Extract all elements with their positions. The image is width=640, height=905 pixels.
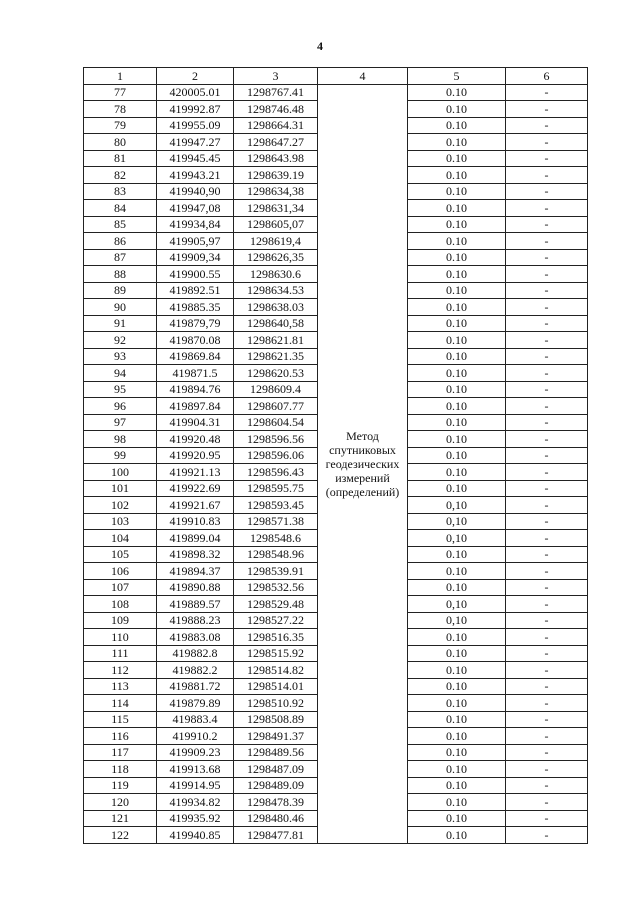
y-coordinate-cell: 1298527.22	[234, 612, 318, 629]
accuracy-cell: 0.10	[408, 777, 506, 794]
y-coordinate-cell: 1298621.81	[234, 332, 318, 349]
y-coordinate-cell: 1298634.53	[234, 282, 318, 299]
note-cell: -	[506, 744, 588, 761]
note-cell: -	[506, 761, 588, 778]
y-coordinate-cell: 1298640,58	[234, 315, 318, 332]
point-number-cell: 84	[84, 200, 157, 217]
y-coordinate-cell: 1298478.39	[234, 794, 318, 811]
point-number-cell: 109	[84, 612, 157, 629]
point-number-cell: 85	[84, 216, 157, 233]
note-cell: -	[506, 134, 588, 151]
x-coordinate-cell: 419869.84	[157, 348, 234, 365]
note-cell: -	[506, 381, 588, 398]
y-coordinate-cell: 1298639.19	[234, 167, 318, 184]
note-cell: -	[506, 348, 588, 365]
note-cell: -	[506, 579, 588, 596]
accuracy-cell: 0,10	[408, 612, 506, 629]
y-coordinate-cell: 1298510.92	[234, 695, 318, 712]
point-number-cell: 82	[84, 167, 157, 184]
x-coordinate-cell: 419870.08	[157, 332, 234, 349]
header-cell: 1	[84, 68, 157, 85]
note-cell: -	[506, 612, 588, 629]
point-number-cell: 97	[84, 414, 157, 431]
note-cell: -	[506, 645, 588, 662]
y-coordinate-cell: 1298604.54	[234, 414, 318, 431]
x-coordinate-cell: 419945.45	[157, 150, 234, 167]
x-coordinate-cell: 419889.57	[157, 596, 234, 613]
point-number-cell: 93	[84, 348, 157, 365]
accuracy-cell: 0.10	[408, 794, 506, 811]
accuracy-cell: 0.10	[408, 398, 506, 415]
accuracy-cell: 0.10	[408, 480, 506, 497]
x-coordinate-cell: 419921.13	[157, 464, 234, 481]
note-cell: -	[506, 827, 588, 844]
point-number-cell: 120	[84, 794, 157, 811]
accuracy-cell: 0.10	[408, 365, 506, 382]
accuracy-cell: 0.10	[408, 695, 506, 712]
y-coordinate-cell: 1298489.56	[234, 744, 318, 761]
y-coordinate-cell: 1298514.01	[234, 678, 318, 695]
point-number-cell: 91	[84, 315, 157, 332]
x-coordinate-cell: 419913.68	[157, 761, 234, 778]
note-cell: -	[506, 447, 588, 464]
page-number: 4	[317, 39, 323, 53]
header-cell: 5	[408, 68, 506, 85]
x-coordinate-cell: 419871.5	[157, 365, 234, 382]
y-coordinate-cell: 1298491.37	[234, 728, 318, 745]
note-cell: -	[506, 480, 588, 497]
y-coordinate-cell: 1298480.46	[234, 810, 318, 827]
point-number-cell: 103	[84, 513, 157, 530]
note-cell: -	[506, 794, 588, 811]
note-cell: -	[506, 249, 588, 266]
accuracy-cell: 0.10	[408, 266, 506, 283]
note-cell: -	[506, 728, 588, 745]
x-coordinate-cell: 419935.92	[157, 810, 234, 827]
point-number-cell: 79	[84, 117, 157, 134]
note-cell: -	[506, 810, 588, 827]
point-number-cell: 101	[84, 480, 157, 497]
coordinates-table	[83, 67, 588, 844]
accuracy-cell: 0.10	[408, 662, 506, 679]
y-coordinate-cell: 1298643.98	[234, 150, 318, 167]
x-coordinate-cell: 419894.76	[157, 381, 234, 398]
x-coordinate-cell: 419934.82	[157, 794, 234, 811]
x-coordinate-cell: 419940,90	[157, 183, 234, 200]
y-coordinate-cell: 1298767.41	[234, 84, 318, 101]
note-cell: -	[506, 431, 588, 448]
x-coordinate-cell: 419897.84	[157, 398, 234, 415]
point-number-cell: 94	[84, 365, 157, 382]
y-coordinate-cell: 1298664.31	[234, 117, 318, 134]
accuracy-cell: 0.10	[408, 117, 506, 134]
accuracy-cell: 0.10	[408, 315, 506, 332]
accuracy-cell: 0.10	[408, 381, 506, 398]
x-coordinate-cell: 419881.72	[157, 678, 234, 695]
accuracy-cell: 0.10	[408, 827, 506, 844]
header-row	[84, 68, 588, 85]
accuracy-cell: 0.10	[408, 728, 506, 745]
point-number-cell: 111	[84, 645, 157, 662]
y-coordinate-cell: 1298508.89	[234, 711, 318, 728]
note-cell: -	[506, 563, 588, 580]
point-number-cell: 113	[84, 678, 157, 695]
point-number-cell: 86	[84, 233, 157, 250]
note-cell: -	[506, 332, 588, 349]
accuracy-cell: 0.10	[408, 84, 506, 101]
point-number-cell: 110	[84, 629, 157, 646]
x-coordinate-cell: 419882.8	[157, 645, 234, 662]
x-coordinate-cell: 419890.88	[157, 579, 234, 596]
y-coordinate-cell: 1298487.09	[234, 761, 318, 778]
accuracy-cell: 0.10	[408, 546, 506, 563]
point-number-cell: 114	[84, 695, 157, 712]
x-coordinate-cell: 419921.67	[157, 497, 234, 514]
y-coordinate-cell: 1298489.09	[234, 777, 318, 794]
x-coordinate-cell: 419879.89	[157, 695, 234, 712]
accuracy-cell: 0.10	[408, 150, 506, 167]
accuracy-cell: 0.10	[408, 348, 506, 365]
accuracy-cell: 0.10	[408, 200, 506, 217]
note-cell: -	[506, 662, 588, 679]
y-coordinate-cell: 1298647.27	[234, 134, 318, 151]
accuracy-cell: 0.10	[408, 134, 506, 151]
y-coordinate-cell: 1298626,35	[234, 249, 318, 266]
y-coordinate-cell: 1298607.77	[234, 398, 318, 415]
x-coordinate-cell: 419899.04	[157, 530, 234, 547]
y-coordinate-cell: 1298532.56	[234, 579, 318, 596]
y-coordinate-cell: 1298595.75	[234, 480, 318, 497]
table-row	[84, 84, 588, 101]
note-cell: -	[506, 513, 588, 530]
x-coordinate-cell: 419922.69	[157, 480, 234, 497]
y-coordinate-cell: 1298634,38	[234, 183, 318, 200]
point-number-cell: 104	[84, 530, 157, 547]
x-coordinate-cell: 419940.85	[157, 827, 234, 844]
y-coordinate-cell: 1298621.35	[234, 348, 318, 365]
x-coordinate-cell: 419909.23	[157, 744, 234, 761]
accuracy-cell: 0.10	[408, 282, 506, 299]
point-number-cell: 95	[84, 381, 157, 398]
y-coordinate-cell: 1298638.03	[234, 299, 318, 316]
y-coordinate-cell: 1298593.45	[234, 497, 318, 514]
note-cell: -	[506, 200, 588, 217]
note-cell: -	[506, 216, 588, 233]
accuracy-cell: 0,10	[408, 497, 506, 514]
y-coordinate-cell: 1298539.91	[234, 563, 318, 580]
x-coordinate-cell: 419898.32	[157, 546, 234, 563]
note-cell: -	[506, 546, 588, 563]
x-coordinate-cell: 419943.21	[157, 167, 234, 184]
x-coordinate-cell: 419885.35	[157, 299, 234, 316]
point-number-cell: 89	[84, 282, 157, 299]
note-cell: -	[506, 530, 588, 547]
y-coordinate-cell: 1298609.4	[234, 381, 318, 398]
point-number-cell: 83	[84, 183, 157, 200]
note-cell: -	[506, 117, 588, 134]
accuracy-cell: 0.10	[408, 414, 506, 431]
point-number-cell: 119	[84, 777, 157, 794]
point-number-cell: 98	[84, 431, 157, 448]
note-cell: -	[506, 365, 588, 382]
y-coordinate-cell: 1298620.53	[234, 365, 318, 382]
header-cell: 4	[318, 68, 408, 85]
x-coordinate-cell: 419905,97	[157, 233, 234, 250]
point-number-cell: 96	[84, 398, 157, 415]
note-cell: -	[506, 101, 588, 118]
x-coordinate-cell: 419894.37	[157, 563, 234, 580]
note-cell: -	[506, 414, 588, 431]
point-number-cell: 107	[84, 579, 157, 596]
point-number-cell: 88	[84, 266, 157, 283]
x-coordinate-cell: 419910.83	[157, 513, 234, 530]
point-number-cell: 115	[84, 711, 157, 728]
y-coordinate-cell: 1298548.96	[234, 546, 318, 563]
x-coordinate-cell: 419904.31	[157, 414, 234, 431]
accuracy-cell: 0.10	[408, 447, 506, 464]
accuracy-cell: 0.10	[408, 431, 506, 448]
y-coordinate-cell: 1298596.43	[234, 464, 318, 481]
note-cell: -	[506, 777, 588, 794]
point-number-cell: 112	[84, 662, 157, 679]
header-cell: 6	[506, 68, 588, 85]
accuracy-cell: 0.10	[408, 678, 506, 695]
x-coordinate-cell: 419947,08	[157, 200, 234, 217]
y-coordinate-cell: 1298605,07	[234, 216, 318, 233]
y-coordinate-cell: 1298477.81	[234, 827, 318, 844]
x-coordinate-cell: 419879,79	[157, 315, 234, 332]
accuracy-cell: 0.10	[408, 332, 506, 349]
x-coordinate-cell: 419882.2	[157, 662, 234, 679]
note-cell: -	[506, 315, 588, 332]
note-cell: -	[506, 711, 588, 728]
note-cell: -	[506, 84, 588, 101]
note-cell: -	[506, 266, 588, 283]
note-cell: -	[506, 150, 588, 167]
point-number-cell: 108	[84, 596, 157, 613]
note-cell: -	[506, 596, 588, 613]
y-coordinate-cell: 1298630.6	[234, 266, 318, 283]
y-coordinate-cell: 1298631,34	[234, 200, 318, 217]
x-coordinate-cell: 419900.55	[157, 266, 234, 283]
point-number-cell: 117	[84, 744, 157, 761]
point-number-cell: 106	[84, 563, 157, 580]
x-coordinate-cell: 419909,34	[157, 249, 234, 266]
x-coordinate-cell: 419910.2	[157, 728, 234, 745]
accuracy-cell: 0.10	[408, 810, 506, 827]
accuracy-cell: 0.10	[408, 645, 506, 662]
x-coordinate-cell: 419934,84	[157, 216, 234, 233]
note-cell: -	[506, 678, 588, 695]
note-cell: -	[506, 695, 588, 712]
y-coordinate-cell: 1298514.82	[234, 662, 318, 679]
x-coordinate-cell: 419920.95	[157, 447, 234, 464]
x-coordinate-cell: 419914.95	[157, 777, 234, 794]
accuracy-cell: 0.10	[408, 299, 506, 316]
y-coordinate-cell: 1298571.38	[234, 513, 318, 530]
accuracy-cell: 0,10	[408, 513, 506, 530]
y-coordinate-cell: 1298516.35	[234, 629, 318, 646]
note-cell: -	[506, 629, 588, 646]
accuracy-cell: 0.10	[408, 744, 506, 761]
point-number-cell: 122	[84, 827, 157, 844]
y-coordinate-cell: 1298746.48	[234, 101, 318, 118]
x-coordinate-cell: 419955.09	[157, 117, 234, 134]
accuracy-cell: 0.10	[408, 464, 506, 481]
note-cell: -	[506, 497, 588, 514]
header-cell: 3	[234, 68, 318, 85]
accuracy-cell: 0.10	[408, 101, 506, 118]
accuracy-cell: 0.10	[408, 249, 506, 266]
x-coordinate-cell: 419883.08	[157, 629, 234, 646]
accuracy-cell: 0,10	[408, 530, 506, 547]
table-body	[84, 84, 588, 843]
point-number-cell: 87	[84, 249, 157, 266]
x-coordinate-cell: 420005.01	[157, 84, 234, 101]
accuracy-cell: 0.10	[408, 629, 506, 646]
accuracy-cell: 0.10	[408, 183, 506, 200]
x-coordinate-cell: 419883.4	[157, 711, 234, 728]
point-number-cell: 121	[84, 810, 157, 827]
accuracy-cell: 0.10	[408, 216, 506, 233]
point-number-cell: 78	[84, 101, 157, 118]
note-cell: -	[506, 299, 588, 316]
x-coordinate-cell: 419892.51	[157, 282, 234, 299]
note-cell: -	[506, 464, 588, 481]
x-coordinate-cell: 419888.23	[157, 612, 234, 629]
y-coordinate-cell: 1298548.6	[234, 530, 318, 547]
point-number-cell: 118	[84, 761, 157, 778]
accuracy-cell: 0.10	[408, 761, 506, 778]
y-coordinate-cell: 1298619,4	[234, 233, 318, 250]
header-cell: 2	[157, 68, 234, 85]
point-number-cell: 90	[84, 299, 157, 316]
y-coordinate-cell: 1298515.92	[234, 645, 318, 662]
point-number-cell: 77	[84, 84, 157, 101]
point-number-cell: 116	[84, 728, 157, 745]
accuracy-cell: 0,10	[408, 596, 506, 613]
point-number-cell: 102	[84, 497, 157, 514]
point-number-cell: 100	[84, 464, 157, 481]
note-cell: -	[506, 282, 588, 299]
accuracy-cell: 0.10	[408, 233, 506, 250]
point-number-cell: 81	[84, 150, 157, 167]
x-coordinate-cell: 419947.27	[157, 134, 234, 151]
y-coordinate-cell: 1298596.06	[234, 447, 318, 464]
point-number-cell: 99	[84, 447, 157, 464]
y-coordinate-cell: 1298529.48	[234, 596, 318, 613]
accuracy-cell: 0.10	[408, 711, 506, 728]
accuracy-cell: 0.10	[408, 563, 506, 580]
y-coordinate-cell: 1298596.56	[234, 431, 318, 448]
x-coordinate-cell: 419992.87	[157, 101, 234, 118]
note-cell: -	[506, 183, 588, 200]
note-cell: -	[506, 167, 588, 184]
note-cell: -	[506, 233, 588, 250]
note-cell: -	[506, 398, 588, 415]
accuracy-cell: 0.10	[408, 579, 506, 596]
point-number-cell: 105	[84, 546, 157, 563]
accuracy-cell: 0.10	[408, 167, 506, 184]
x-coordinate-cell: 419920.48	[157, 431, 234, 448]
point-number-cell: 92	[84, 332, 157, 349]
point-number-cell: 80	[84, 134, 157, 151]
method-cell: Метод спутниковых геодезических измерений (определений)	[318, 84, 408, 843]
